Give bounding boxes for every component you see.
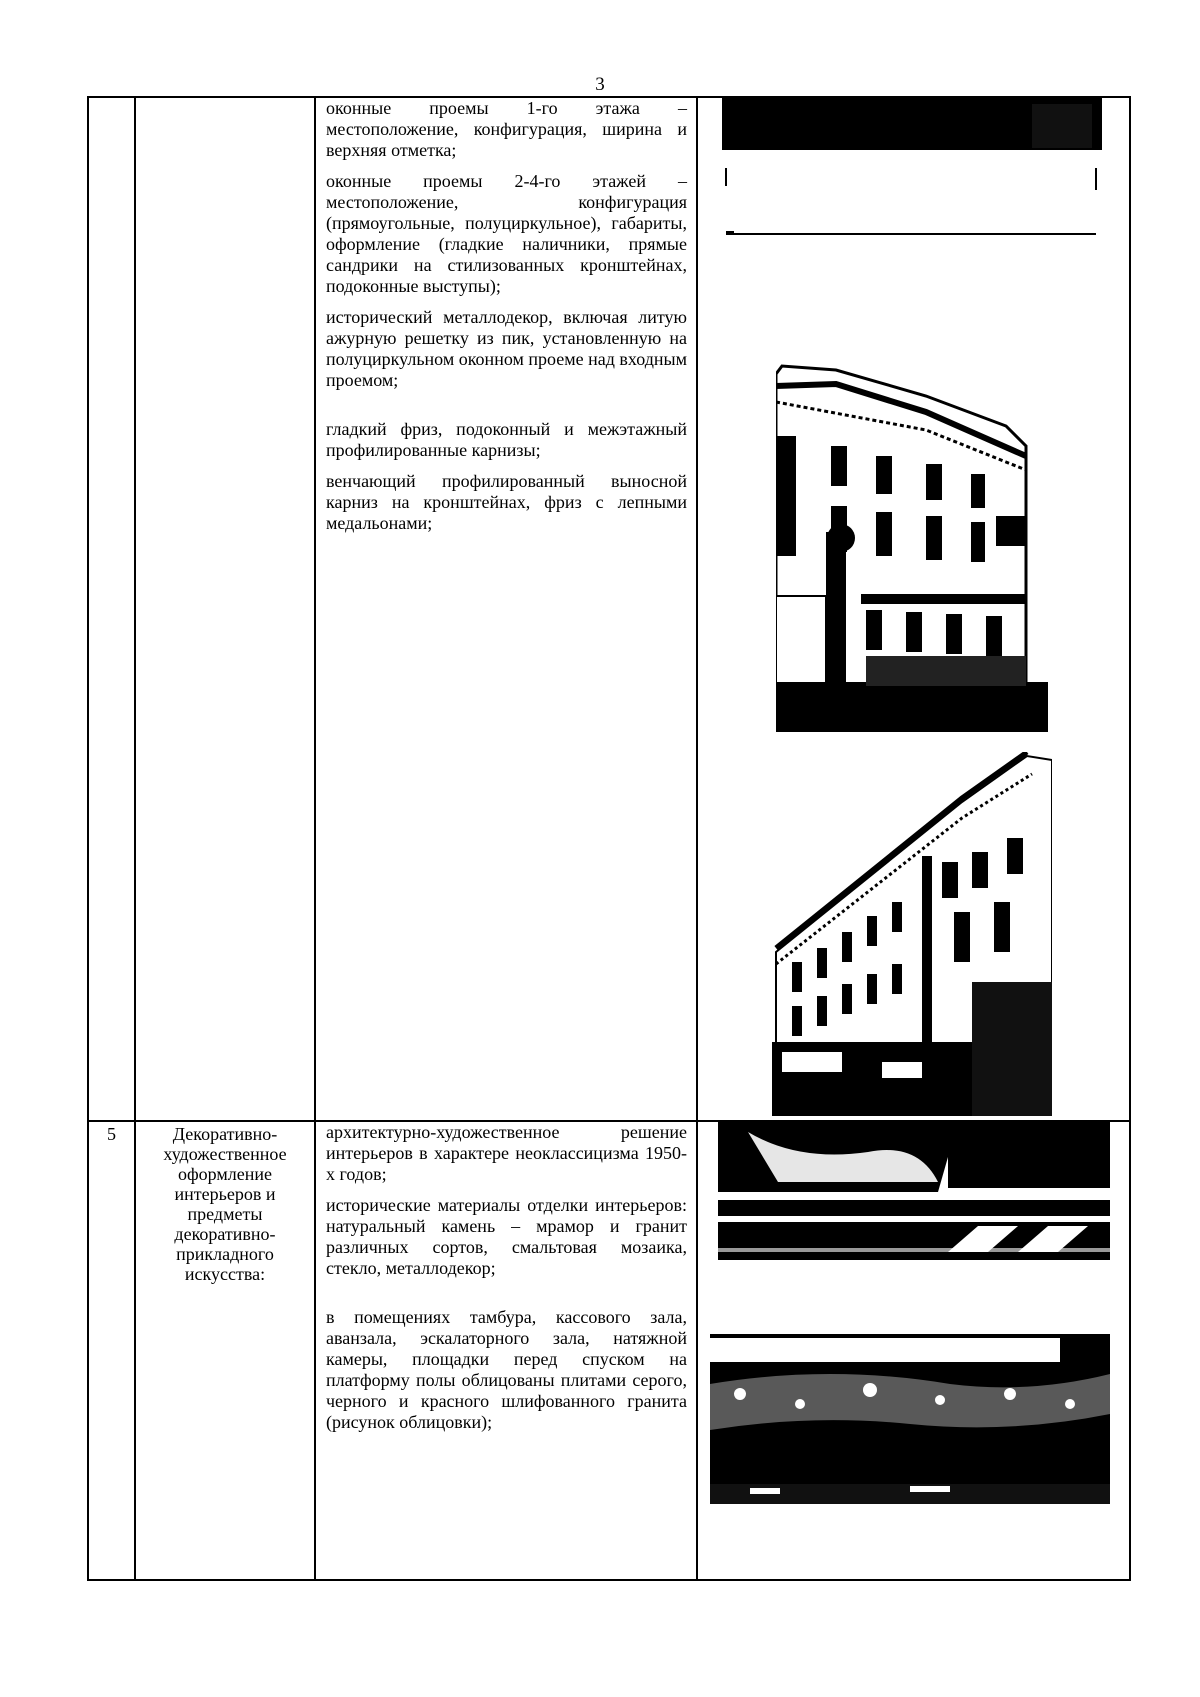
- description-paragraph: венчающий профилированный выносной карниз на кронштейнах, фриз с лепными медальонами;: [326, 471, 687, 533]
- row-name-cell: [135, 97, 315, 1121]
- interior-photo: [718, 1122, 1110, 1260]
- table-row: [88, 1121, 1130, 1580]
- description-paragraph: оконные проемы 1-го этажа – местоположение, конфигурация, ширина и верхняя отметка;: [326, 98, 687, 160]
- photo-cell: [697, 1121, 1130, 1580]
- row-name-cell: Декоративно-художественное оформление интерьеров и предметы декоративно-прикладного искусства:: [135, 1121, 315, 1580]
- description-paragraph: в помещениях тамбура, кассового зала, аванзала, эскалаторного зала, натяжной камеры, площадки перед спуском на платформу полы облицованы плитами серого, черного и красного шлифованного гранита (рисунок облицовки);: [326, 1307, 687, 1432]
- description-paragraph: архитектурно-художественное решение интерьеров в характере неоклассицизма 1950-х годов;: [326, 1122, 687, 1184]
- table-row: [88, 97, 1130, 1121]
- protection-subject-table: [87, 96, 1131, 1581]
- page-number: 3: [595, 74, 605, 95]
- description-paragraph: исторические материалы отделки интерьеров: натуральный камень – мрамор и гранит различных сортов, смальтовая мозаика, стекло, металлодекор;: [326, 1195, 687, 1278]
- building-facade-photo: [772, 752, 1052, 1116]
- description-paragraph: оконные проемы 2-4-го этажей – местоположение, конфигурация (прямоугольные, полуциркульное), габариты, оформление (гладкие наличники, прямые сандрики на стилизованных кронштейнах, подоконные выступы);: [326, 171, 687, 296]
- description-cell: [315, 97, 697, 1121]
- facade-photo-fragment: [722, 98, 1102, 248]
- building-facade-photo: [776, 356, 1048, 732]
- description-paragraph: исторический металлодекор, включая литую ажурную решетку из пик, установленную на полуциркульном оконном проеме над входным проемом;: [326, 307, 687, 390]
- interior-photo: [710, 1334, 1110, 1504]
- photo-cell: [697, 97, 1130, 1121]
- row-number-cell: 5: [88, 1121, 135, 1580]
- description-cell: [315, 1121, 697, 1580]
- description-paragraph: гладкий фриз, подоконный и межэтажный профилированные карнизы;: [326, 419, 687, 460]
- row-number-cell: [88, 97, 135, 1121]
